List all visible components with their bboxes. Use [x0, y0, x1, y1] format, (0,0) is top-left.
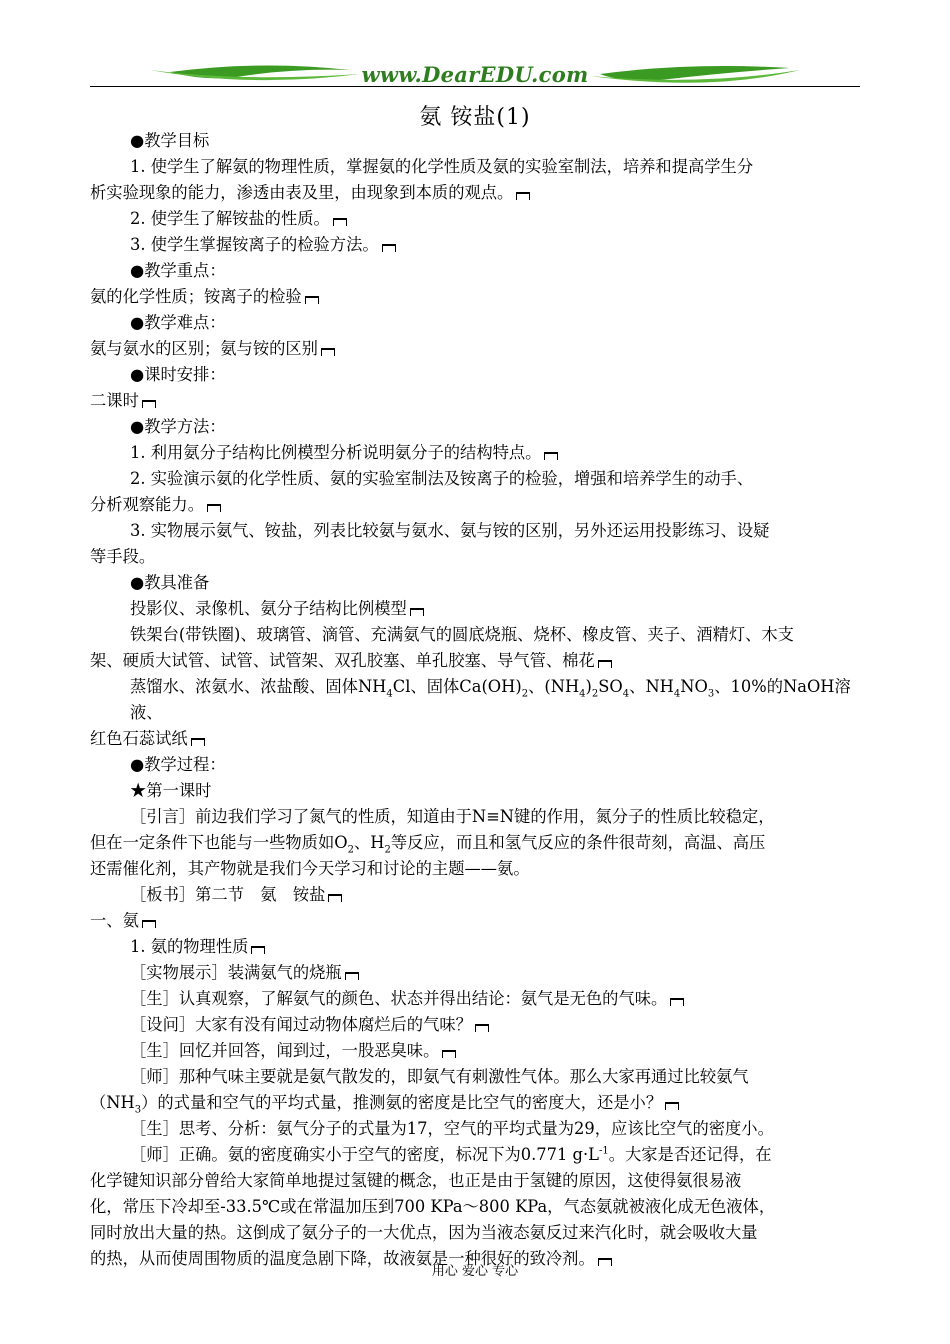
paragraph-cont: 但在一定条件下也能与一些物质如$O_2$、$H_2$等反应，而且和氢气反应的条件很苛刻，高温、高压 — [90, 833, 766, 856]
paragraph: ［师］那种气味主要就是氨气散发的，即氨气有刺激性气体。那么大家再通过比较氨气 — [130, 1067, 749, 1086]
paragraph: ［设问］大家有没有闻过动物体腐烂后的气味？ — [130, 1012, 860, 1038]
paragraph-cont: $(NH_3)$的式量和空气的平均式量，推测氨的密度是比空气的密度大，还是小？ — [90, 1090, 860, 1116]
paragraph: 1. 氨的物理性质 — [130, 934, 860, 960]
return-mark-icon — [409, 605, 423, 615]
return-mark-icon — [190, 735, 204, 745]
paragraph: 氨与氨水的区别；氨与铵的区别 — [90, 336, 860, 362]
site-banner — [90, 58, 860, 94]
return-mark-icon — [669, 995, 683, 1005]
paragraph: 铁架台(带铁圈)、玻璃管、滴管、充满氨气的圆底烧瓶、烧杯、橡皮管、夹子、酒精灯、木支 — [130, 625, 794, 644]
paragraph: 3. 实物展示氨气、铵盐，列表比较氨与氨水、氨与铵的区别，另外还运用投影练习、设疑 — [130, 521, 770, 540]
return-mark-icon — [250, 943, 264, 953]
paragraph: 2. 使学生了解铵盐的性质。 — [130, 206, 860, 232]
paragraph: 2. 实验演示氨的化学性质、氨的实验室制法及铵离子的检验，增强和培养学生的动手、 — [130, 469, 754, 488]
return-mark-icon — [327, 891, 341, 901]
paragraph: ［师］正确。氨的密度确实小于空气的密度，标况下为0.771 $g\cdot L^{-1}$。大家是否还记得，在 — [130, 1145, 772, 1164]
paragraph: ［生］回忆并回答，闻到过，一股恶臭味。 — [130, 1038, 860, 1064]
document-body — [90, 128, 860, 1272]
paragraph-cont: 化，常压下冷却至-33.5℃或在常温加压到700 KPa～800 KPa，气态氨就被液化成无色液体， — [90, 1197, 776, 1216]
section-heading: ●教学过程： — [130, 755, 226, 774]
paragraph: 一、氨 — [90, 908, 860, 934]
return-mark-icon — [332, 215, 346, 225]
paragraph: 3. 使学生掌握铵离子的检验方法。 — [130, 232, 860, 258]
paragraph-cont: 红色石蕊试纸 — [90, 726, 860, 752]
paragraph: ［生］思考、分析：氨气分子的式量为17，空气的平均式量为29，应该比空气的密度小。 — [130, 1119, 774, 1138]
page-title: 氨 铵盐(1) — [419, 105, 531, 130]
paragraph: 投影仪、录像机、氨分子结构比例模型 — [130, 596, 860, 622]
return-mark-icon — [320, 345, 334, 355]
section-heading: ●教具准备 — [130, 573, 210, 592]
paragraph: ［实物展示］装满氨气的烧瓶 — [130, 960, 860, 986]
section-heading: ●教学难点： — [130, 313, 226, 332]
return-mark-icon — [141, 917, 155, 927]
section-heading: ●教学目标 — [130, 131, 210, 150]
header-rule — [90, 86, 860, 87]
return-mark-icon — [206, 501, 220, 511]
paragraph: ［引言］前边我们学习了氮气的性质，知道由于N≡N键的作用，氮分子的性质比较稳定， — [130, 807, 775, 826]
paragraph-cont: 化学键知识部分曾给大家简单地提过氢键的概念，也正是由于氢键的原因，这使得氨很易液 — [90, 1171, 742, 1190]
paragraph: 蒸馏水、浓氨水、浓盐酸、固体$NH_4Cl$、固体$Ca(OH)_2$、$(NH_4)_2SO_4$、$NH_4NO_3$、10%的NaOH溶液、 — [130, 677, 851, 722]
paragraph: 1. 使学生了解氨的物理性质，掌握氨的化学性质及氨的实验室制法，培养和提高学生分 — [130, 157, 754, 176]
paragraph-cont: 的热，从而使周围物质的温度急剧下降，故液氨是一种很好的致冷剂。 — [90, 1246, 860, 1272]
paragraph-cont: 分析观察能力。 — [90, 492, 860, 518]
return-mark-icon — [441, 1047, 455, 1057]
paragraph: ［生］认真观察，了解氨气的颜色、状态并得出结论：氨气是无色的气味。 — [130, 986, 860, 1012]
return-mark-icon — [543, 449, 557, 459]
section-heading: ●课时安排： — [130, 365, 226, 384]
paragraph-cont: 等手段。 — [90, 547, 156, 566]
paragraph: 二课时 — [90, 388, 860, 414]
paragraph: ［板书］第二节 氨 铵盐 — [130, 882, 860, 908]
paragraph-cont: 同时放出大量的热。这倒成了氨分子的一大优点，因为当液态氨反过来汽化时，就会吸收大量 — [90, 1223, 758, 1242]
paragraph-cont: 还需催化剂，其产物就是我们今天学习和讨论的主题——氨。 — [90, 859, 530, 878]
return-mark-icon — [381, 241, 395, 251]
return-mark-icon — [515, 189, 529, 199]
return-mark-icon — [304, 293, 318, 303]
paragraph-cont: 架、硬质大试管、试管、试管架、双孔胶塞、单孔胶塞、导气管、棉花 — [90, 648, 860, 674]
section-heading: ●教学重点： — [130, 261, 226, 280]
return-mark-icon — [141, 397, 155, 407]
return-mark-icon — [664, 1099, 678, 1109]
section-heading: ●教学方法： — [130, 417, 226, 436]
paragraph-cont: 析实验现象的能力，渗透由表及里，由现象到本质的观点。 — [90, 180, 860, 206]
paragraph: 氨的化学性质；铵离子的检验 — [90, 284, 860, 310]
site-url: www.DearEDU.com — [361, 62, 589, 87]
return-mark-icon — [597, 657, 611, 667]
return-mark-icon — [344, 969, 358, 979]
lesson-heading: ★第一课时 — [130, 781, 212, 800]
page-footer: 用心 爱心 专心 — [431, 1264, 519, 1279]
paragraph: 1. 利用氨分子结构比例模型分析说明氨分子的结构特点。 — [130, 440, 860, 466]
return-mark-icon — [474, 1021, 488, 1031]
